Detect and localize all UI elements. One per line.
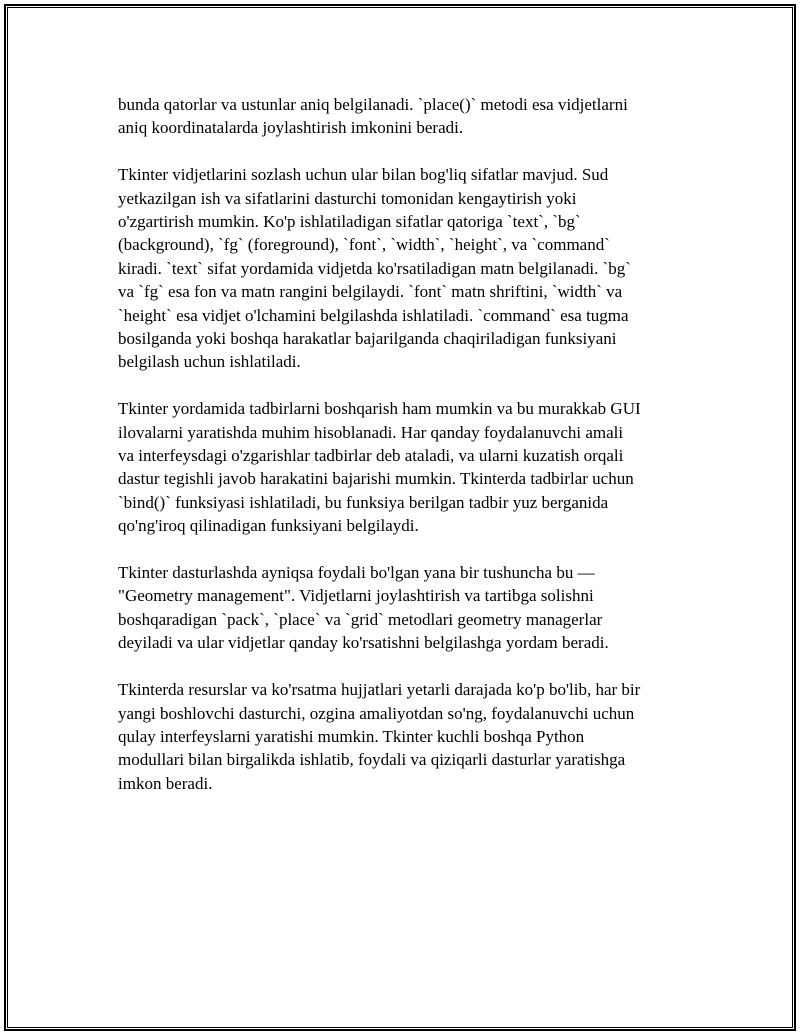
text-line: `height` esa vidjet o'lchamini belgilashda ishlatiladi. `command` esa tugma	[118, 305, 629, 325]
text-line: (background), `fg` (foreground), `font`, `width`, `height`, va `command`	[118, 235, 610, 255]
paragraph	[118, 561, 688, 655]
text-line: aniq koordinatalarda joylashtirish imkonini beradi.	[118, 118, 464, 138]
text-line: qo'ng'iroq qilinadigan funksiyani belgilaydi.	[118, 516, 419, 536]
text-line: Tkinter vidjetlarini sozlash uchun ular bilan bog'liq sifatlar mavjud. Sud	[118, 165, 609, 185]
text-line: kiradi. `text` sifat yordamida vidjetda ko'rsatiladigan matn belgilanadi. `bg`	[118, 258, 631, 278]
text-line: dastur tegishli javob harakatini bajarishi mumkin. Tkinterda tadbirlar uchun	[118, 469, 634, 489]
text-line: belgilash uchun ishlatiladi.	[118, 352, 301, 372]
paragraph	[118, 678, 688, 795]
text-line: Tkinter dasturlashda ayniqsa foydali bo'lgan yana bir tushuncha bu —	[118, 563, 595, 583]
text-line: modullari bilan birgalikda ishlatib, foydali va qiziqarli dasturlar yaratishga	[118, 750, 626, 770]
text-line: deyiladi va ular vidjetlar qanday ko'rsatishni belgilashga yordam beradi.	[118, 633, 609, 653]
document-body	[118, 93, 688, 819]
text-line: `bind()` funksiyasi ishlatiladi, bu funksiya berilgan tadbir yuz berganida	[118, 492, 609, 512]
text-line: "Geometry management". Vidjetlarni joylashtirish va tartibga solishni	[118, 586, 594, 606]
text-line: qulay interfeyslarni yaratishi mumkin. Tkinter kuchli boshqa Python	[118, 726, 585, 746]
text-line: bosilganda yoki boshqa harakatlar bajarilganda chaqiriladigan funksiyani	[118, 329, 617, 349]
text-line: bunda qatorlar va ustunlar aniq belgilanadi. `place()` metodi esa vidjetlarni	[118, 95, 628, 114]
paragraph	[118, 397, 688, 537]
text-line: va interfeysdagi o'zgarishlar tadbirlar deb ataladi, va ularni kuzatish orqali	[118, 446, 624, 466]
text-line: ilovalarni yaratishda muhim hisoblanadi. Har qanday foydalanuvchi amali	[118, 422, 624, 442]
text-line: imkon beradi.	[118, 773, 213, 793]
text-line: yetkazilgan ish va sifatlarini dasturchi tomonidan kengaytirish yoki	[118, 188, 577, 208]
paragraph	[118, 93, 688, 140]
paragraph	[118, 163, 688, 374]
text-line: va `fg` esa fon va matn rangini belgilaydi. `font` matn shriftini, `width` va	[118, 282, 623, 302]
text-line: boshqaradigan `pack`, `place` va `grid` metodlari geometry managerlar	[118, 609, 603, 629]
text-line: Tkinterda resurslar va ko'rsatma hujjatlari yetarli darajada ko'p bo'lib, har bir	[118, 680, 641, 700]
text-line: yangi boshlovchi dasturchi, ozgina amaliyotdan so'ng, foydalanuvchi uchun	[118, 703, 635, 723]
text-line: o'zgartirish mumkin. Ko'p ishlatiladigan sifatlar qatoriga `text`, `bg`	[118, 212, 581, 232]
text-line: Tkinter yordamida tadbirlarni boshqarish ham mumkin va bu murakkab GUI	[118, 399, 641, 419]
